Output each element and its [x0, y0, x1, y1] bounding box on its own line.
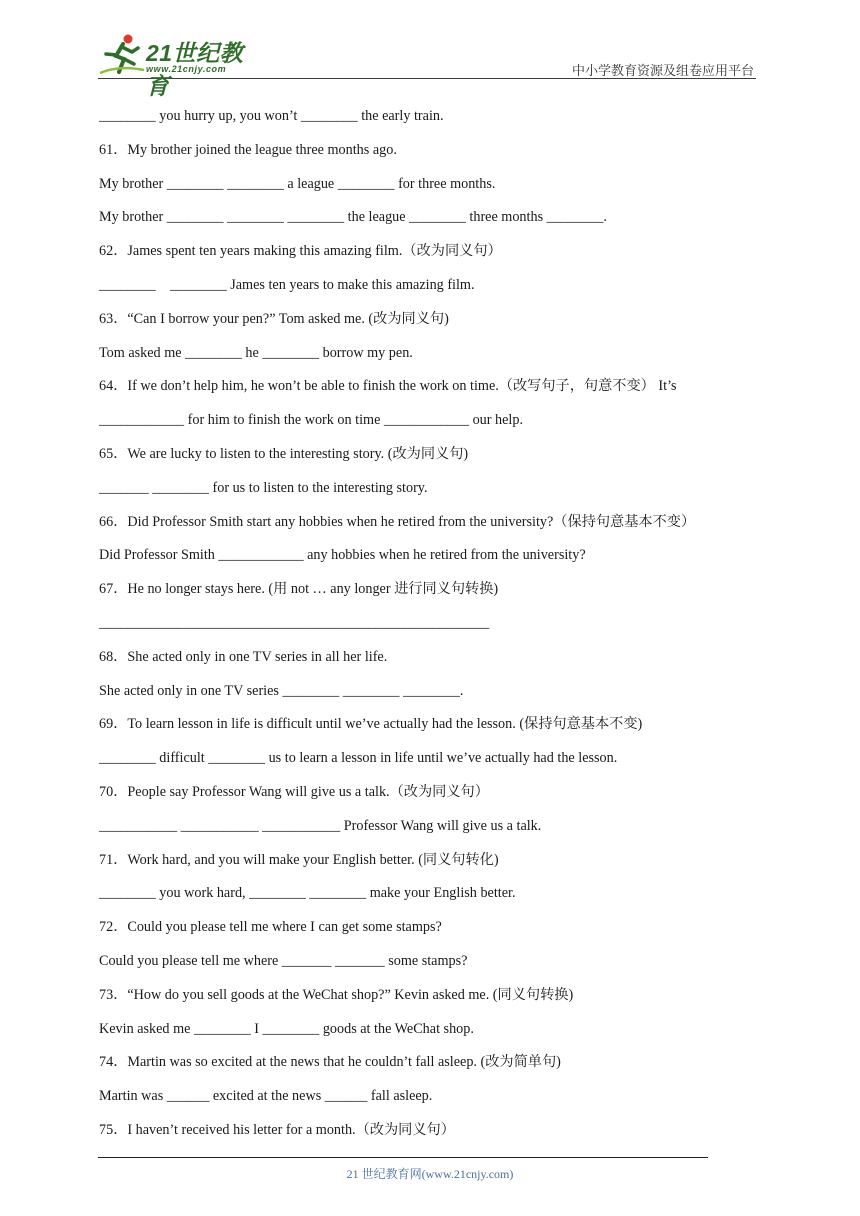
- footer-divider: [98, 1157, 708, 1158]
- answer-line: _______ ________ for us to listen to the interesting story.: [99, 479, 428, 496]
- question-63: 63．“Can I borrow your pen?” Tom asked me. (改为同义句): [99, 310, 449, 327]
- question-73: 73．“How do you sell goods at the WeChat shop?” Kevin asked me. (同义句转换): [99, 986, 574, 1003]
- answer-line: Did Professor Smith ____________ any hobbies when he retired from the university?: [99, 547, 586, 564]
- question-74: 74．Martin was so excited at the news that he couldn’t fall asleep. (改为简单句): [99, 1054, 561, 1071]
- answer-line: Tom asked me ________ he ________ borrow my pen.: [99, 344, 413, 361]
- answer-line: ___________ ___________ ___________ Professor Wang will give us a talk.: [99, 817, 542, 834]
- question-71: 71．Work hard, and you will make your English better. (同义句转化): [99, 851, 499, 868]
- question-65: 65．We are lucky to listen to the interesting story. (改为同义句): [99, 445, 469, 462]
- question-64: 64．If we don’t help him, he won’t be able to finish the work on time.（改写句子，句意不变） It’s: [99, 378, 677, 395]
- answer-line: _______________________________________________________: [99, 614, 490, 631]
- footer-site: 21 世纪教育网(www.21cnjy.com): [346, 1167, 514, 1181]
- answer-line: She acted only in one TV series ________ ________ ________.: [99, 682, 464, 699]
- question-62: 62．James spent ten years making this amazing film.（改为同义句）: [99, 243, 502, 260]
- page-header: [98, 30, 756, 99]
- question-66: 66．Did Professor Smith start any hobbies when he retired from the university?（保持句意基本不变）: [99, 513, 696, 530]
- answer-line: ________ difficult ________ us to learn a lesson in life until we’ve actually had the lesson.: [99, 750, 618, 767]
- question-72: 72．Could you please tell me where I can get some stamps?: [99, 919, 442, 936]
- answer-line: ________ ________ James ten years to make this amazing film.: [99, 276, 475, 293]
- question-61: 61．My brother joined the league three months ago.: [99, 141, 397, 158]
- site-logo: [98, 32, 258, 99]
- answer-line: Martin was ______ excited at the news ______ fall asleep.: [99, 1088, 433, 1105]
- runner-icon: [98, 32, 150, 76]
- question-70: 70．People say Professor Wang will give us a talk.（改为同义句）: [99, 783, 489, 800]
- exercise-content: [99, 104, 759, 1152]
- platform-name: 中小学教育资源及组卷应用平台: [571, 63, 754, 78]
- answer-line: ____________ for him to finish the work on time ____________ our help.: [99, 412, 524, 429]
- question-75: 75．I haven’t received his letter for a month.（改为同义句）: [99, 1121, 455, 1138]
- question-69: 69．To learn lesson in life is difficult until we’ve actually had the lesson. (保持句意基本不变): [99, 716, 643, 733]
- logo-brand: 21世纪教育: [146, 40, 244, 99]
- logo-url: www.21cnjy.com: [146, 64, 227, 74]
- question-67: 67．He no longer stays here. (用 not … any longer 进行同义句转换): [99, 581, 499, 598]
- answer-line: ________ you work hard, ________ ________ make your English better.: [99, 885, 516, 902]
- exercise-line: ________ you hurry up, you won’t ________ the early train.: [99, 108, 444, 124]
- answer-line: Could you please tell me where _______ _______ some stamps?: [99, 952, 468, 969]
- answer-line: My brother ________ ________ a league ________ for three months.: [99, 175, 496, 192]
- answer-line: Kevin asked me ________ I ________ goods at the WeChat shop.: [99, 1020, 474, 1037]
- answer-line: My brother ________ ________ ________ the league ________ three months ________.: [99, 209, 607, 226]
- question-68: 68．She acted only in one TV series in all her life.: [99, 648, 388, 665]
